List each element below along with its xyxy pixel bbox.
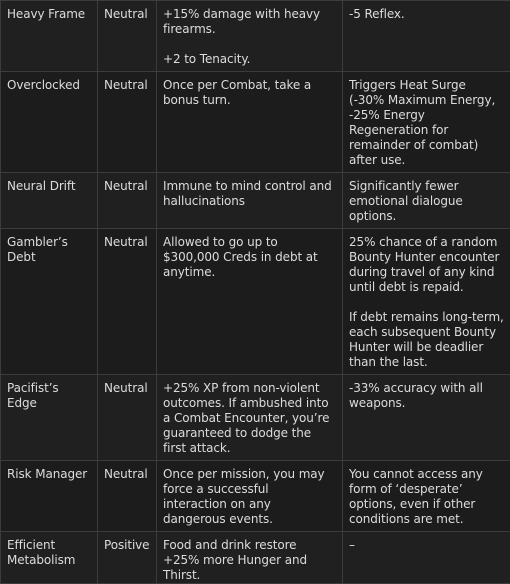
trait-bonus-cell: +15% damage with heavy firearms. +2 to Tenacity. xyxy=(157,1,343,72)
trait-type-cell: Neutral xyxy=(98,1,157,72)
trait-name-cell: Overclocked xyxy=(1,72,98,173)
trait-type-cell: Neutral xyxy=(98,375,157,461)
trait-type-cell: Neutral xyxy=(98,173,157,229)
trait-drawback-cell: -33% accuracy with all weapons. xyxy=(343,375,510,461)
table-row xyxy=(1,173,510,229)
trait-type-cell: Neutral xyxy=(98,461,157,532)
trait-name-cell: Gambler’s Debt xyxy=(1,229,98,375)
table-row xyxy=(1,72,510,173)
trait-bonus-cell: Immune to mind control and hallucinations xyxy=(157,173,343,229)
table-row xyxy=(1,1,510,72)
trait-bonus-cell: Once per Combat, take a bonus turn. xyxy=(157,72,343,173)
trait-bonus-cell: Food and drink restore +25% more Hunger and Thirst. xyxy=(157,532,343,584)
trait-name-cell: Efficient Metabolism xyxy=(1,532,98,584)
trait-type-cell: Neutral xyxy=(98,229,157,375)
table-row xyxy=(1,461,510,532)
trait-drawback-cell: – xyxy=(343,532,510,584)
trait-drawback-cell: 25% chance of a random Bounty Hunter encounter during travel of any kind until debt is repaid. If debt remains long-term, each subsequent Bounty Hunter will be deadlier than the last. xyxy=(343,229,510,375)
trait-bonus-cell: +25% XP from non-violent outcomes. If ambushed into a Combat Encounter, you’re guaranteed to dodge the first attack. xyxy=(157,375,343,461)
trait-name-cell: Heavy Frame xyxy=(1,1,98,72)
trait-type-cell: Positive xyxy=(98,532,157,584)
table-row xyxy=(1,229,510,375)
trait-name-cell: Pacifist’s Edge xyxy=(1,375,98,461)
trait-bonus-cell: Once per mission, you may force a successful interaction on any dangerous events. xyxy=(157,461,343,532)
table-row xyxy=(1,375,510,461)
trait-type-cell: Neutral xyxy=(98,72,157,173)
trait-drawback-cell: -5 Reflex. xyxy=(343,1,510,72)
trait-drawback-cell: You cannot access any form of ‘desperate’ options, even if other conditions are met. xyxy=(343,461,510,532)
trait-bonus-cell: Allowed to go up to $300,000 Creds in debt at anytime. xyxy=(157,229,343,375)
trait-drawback-cell: Triggers Heat Surge (-30% Maximum Energy, -25% Energy Regeneration for remainder of combat) after use. xyxy=(343,72,510,173)
table-row xyxy=(1,532,510,584)
trait-name-cell: Risk Manager xyxy=(1,461,98,532)
trait-name-cell: Neural Drift xyxy=(1,173,98,229)
trait-drawback-cell: Significantly fewer emotional dialogue options. xyxy=(343,173,510,229)
